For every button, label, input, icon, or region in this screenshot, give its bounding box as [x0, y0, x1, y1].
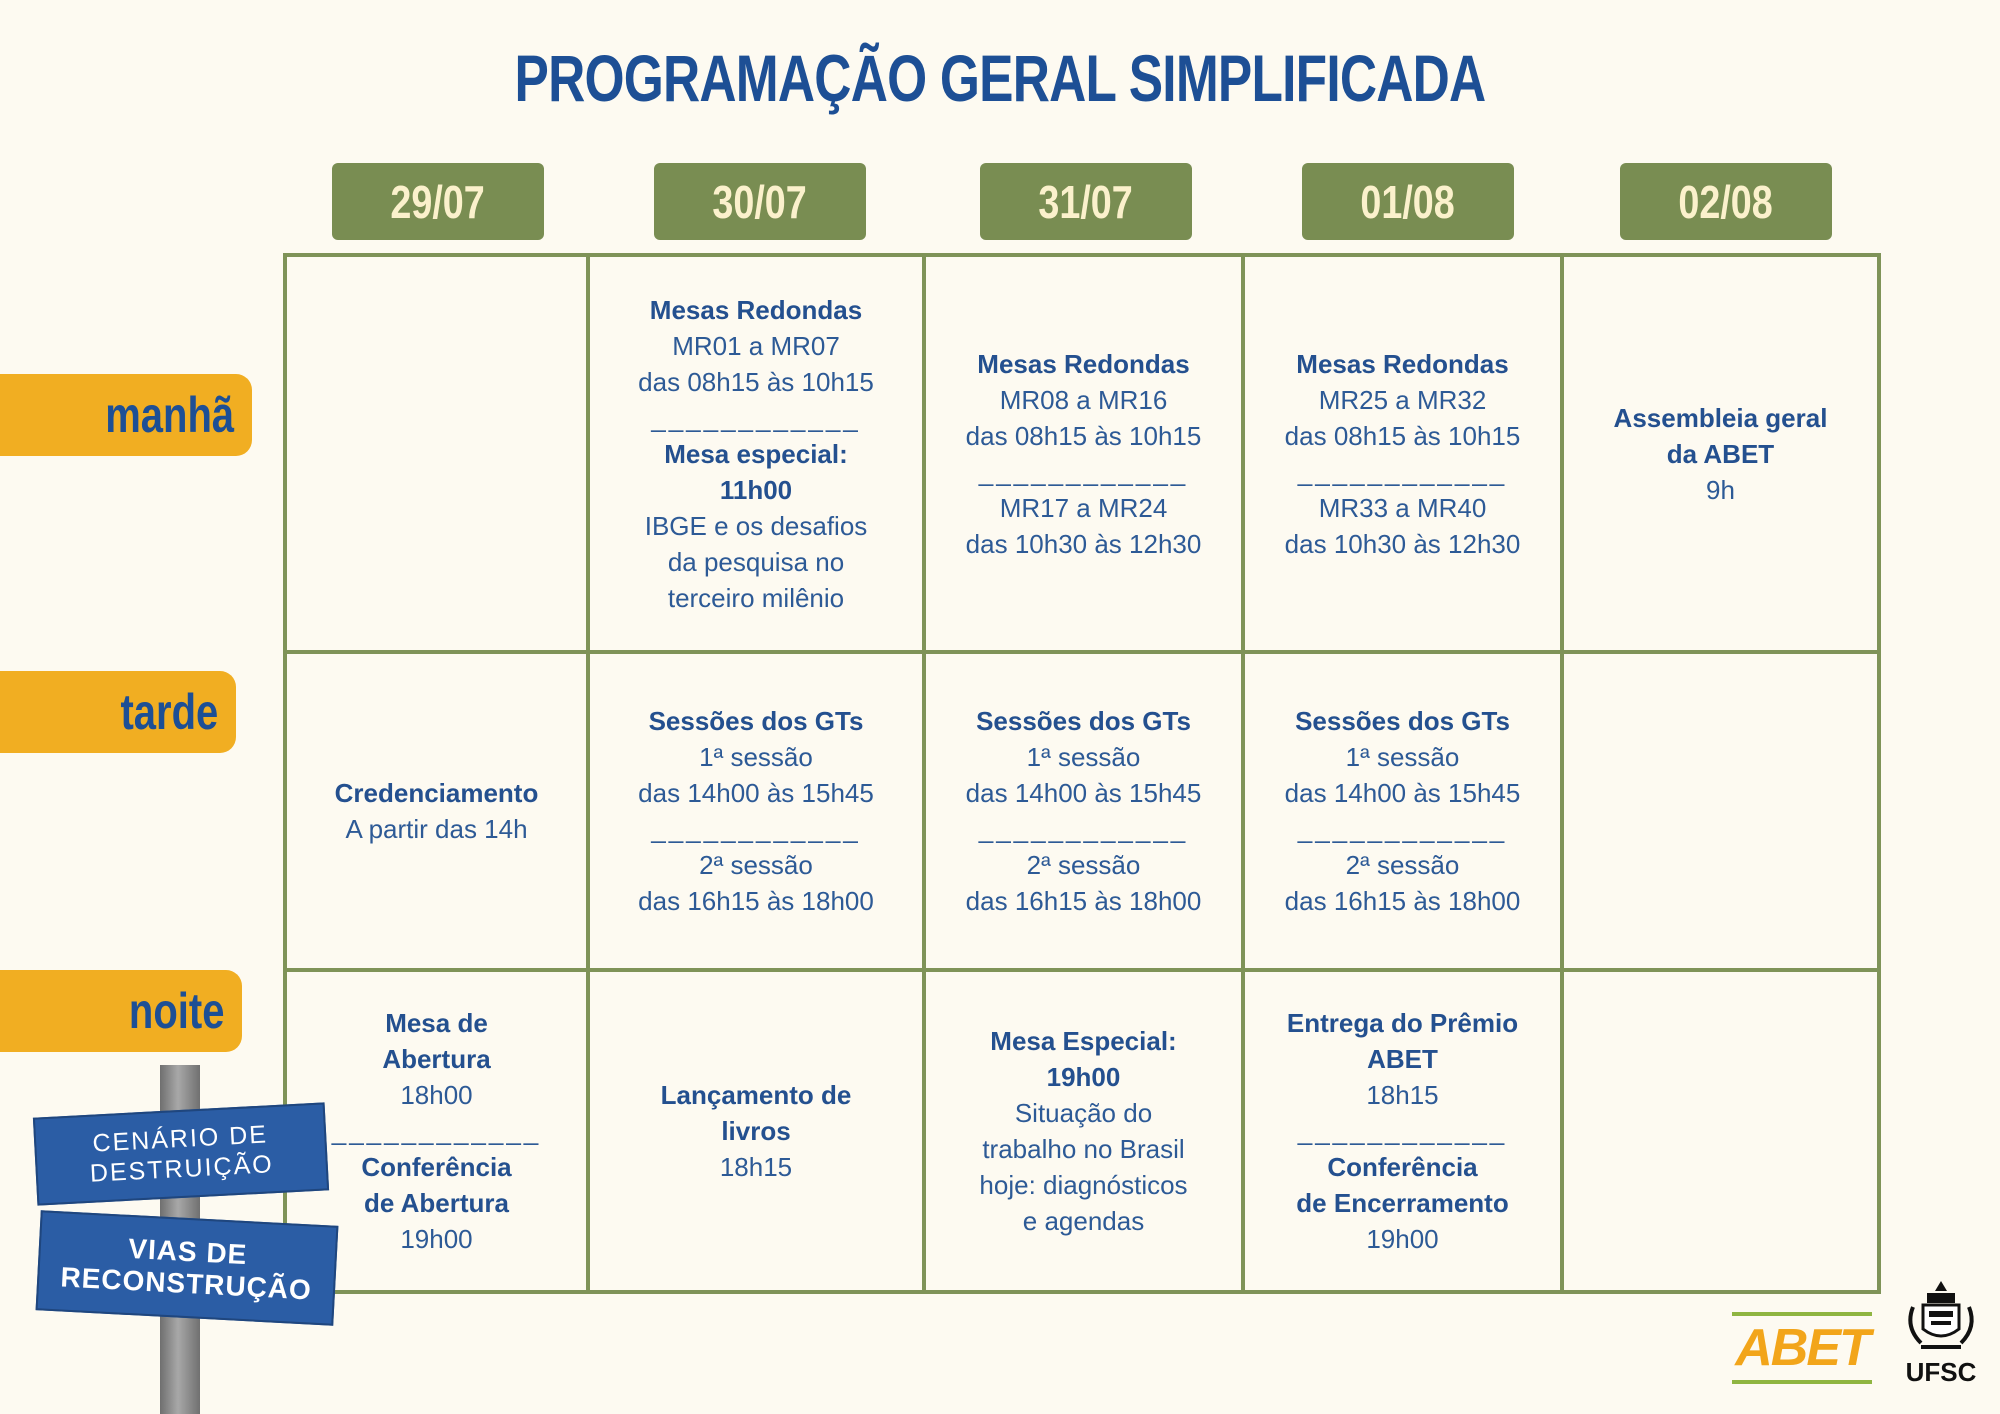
cell-title: Conferência: [1327, 1152, 1478, 1182]
cell-title: Assembleia geral: [1613, 402, 1828, 433]
cell-text: das 16h15 às 18h00: [965, 886, 1202, 916]
cell-text: 2ª sessão: [1026, 850, 1141, 880]
cell-night-0208: [1564, 972, 1877, 1290]
cell-morning-3107: [926, 257, 1241, 650]
cell-text: trabalho no Brasil: [982, 1134, 1185, 1164]
cell-morning-0208: [1564, 257, 1877, 650]
cell-title: 11h00: [719, 474, 793, 505]
date-header-0108: 01/08: [1302, 163, 1514, 240]
schedule-grid: [283, 253, 1881, 1294]
cell-title: de Encerramento: [1296, 1188, 1509, 1218]
cell-afternoon-3107: [926, 654, 1241, 968]
cell-text: e agendas: [1022, 1206, 1145, 1236]
cell-title: Mesas Redondas: [649, 294, 863, 325]
cell-afternoon-0108: [1245, 654, 1560, 968]
period-label-night: noite: [0, 970, 242, 1052]
cell-text: A partir das 14h: [345, 814, 528, 844]
cell-separator: ____________: [331, 1116, 542, 1146]
cell-text: terceiro milênio: [667, 582, 845, 613]
cell-text: hoje: diagnósticos: [979, 1170, 1188, 1200]
cell-text: das 14h00 às 15h45: [638, 778, 874, 808]
cell-text: 1ª sessão: [1345, 742, 1460, 772]
period-label-morning: manhã: [0, 374, 252, 456]
cell-text: Situação do: [1014, 1098, 1153, 1128]
cell-text: 19h00: [400, 1224, 473, 1254]
cell-title: livros: [721, 1116, 791, 1146]
cell-title: de Abertura: [364, 1188, 509, 1218]
sign-text: VIAS DE: [127, 1232, 249, 1271]
cell-text: MR33 a MR40: [1318, 492, 1487, 523]
cell-title: Conferência: [361, 1152, 512, 1182]
cell-separator: ____________: [1297, 456, 1508, 487]
cell-title: Mesa Especial:: [990, 1026, 1177, 1056]
cell-night-3007: [590, 972, 922, 1290]
cell-text: das 10h30 às 12h30: [965, 528, 1202, 559]
abet-logo: ABET: [1732, 1312, 1872, 1384]
cell-title: Sessões dos GTs: [1295, 706, 1510, 736]
street-sign-destruction: [33, 1102, 329, 1205]
cell-separator: ____________: [978, 814, 1189, 844]
sign-text: CENÁRIO DE: [91, 1120, 269, 1158]
cell-separator: ____________: [1297, 1116, 1508, 1146]
cell-text: 18h15: [1366, 1080, 1439, 1110]
cell-separator: ____________: [651, 402, 861, 433]
cell-text: MR01 a MR07: [672, 330, 840, 361]
cell-title: Mesas Redondas: [1296, 348, 1509, 379]
date-header-0208: 02/08: [1620, 163, 1832, 240]
cell-morning-3007: [590, 257, 922, 650]
ufsc-crest-icon: [1901, 1277, 1981, 1357]
cell-text: 9h: [1706, 474, 1735, 505]
cell-title: Mesa de: [385, 1008, 488, 1038]
street-sign-reconstruction: [36, 1210, 339, 1325]
cell-text: 18h15: [719, 1152, 793, 1182]
cell-afternoon-2907: [287, 654, 586, 968]
cell-afternoon-3007: [590, 654, 922, 968]
cell-title: Sessões dos GTs: [976, 706, 1191, 736]
cell-text: 18h00: [400, 1080, 473, 1110]
cell-text: das 10h30 às 12h30: [1284, 528, 1521, 559]
sign-text: DESTRUIÇÃO: [89, 1150, 275, 1188]
cell-title: Sessões dos GTs: [648, 706, 864, 736]
cell-text: das 08h15 às 10h15: [638, 366, 874, 397]
cell-afternoon-0208: [1564, 654, 1877, 968]
sign-text: RECONSTRUÇÃO: [59, 1261, 313, 1306]
cell-title: Entrega do Prêmio: [1286, 1008, 1519, 1038]
cell-text: MR17 a MR24: [999, 492, 1168, 523]
cell-text: das 14h00 às 15h45: [1284, 778, 1521, 808]
cell-title: da ABET: [1666, 438, 1775, 469]
cell-morning-2907: [287, 257, 586, 650]
page-title: PROGRAMAÇÃO GERAL SIMPLIFICADA: [514, 41, 1486, 115]
cell-title: Lançamento de: [660, 1080, 852, 1110]
cell-text: 2ª sessão: [1345, 850, 1460, 880]
ufsc-logo-text: UFSC: [1905, 1357, 1977, 1387]
cell-text: das 14h00 às 15h45: [965, 778, 1202, 808]
period-label-afternoon: tarde: [0, 671, 236, 753]
cell-title: 19h00: [1046, 1062, 1121, 1092]
cell-morning-0108: [1245, 257, 1560, 650]
cell-text: das 08h15 às 10h15: [1284, 420, 1521, 451]
cell-night-0108: [1245, 972, 1560, 1290]
cell-title: Credenciamento: [334, 778, 539, 808]
cell-text: 19h00: [1366, 1224, 1439, 1254]
cell-text: 1ª sessão: [699, 742, 813, 772]
cell-night-3107: [926, 972, 1241, 1290]
date-header-2907: 29/07: [332, 163, 544, 240]
cell-text: das 16h15 às 18h00: [1284, 886, 1521, 916]
cell-text: das 08h15 às 10h15: [965, 420, 1202, 451]
cell-text: 1ª sessão: [1026, 742, 1141, 772]
date-header-3007: 30/07: [654, 163, 866, 240]
cell-text: IBGE e os desafios: [644, 510, 868, 541]
cell-text: das 16h15 às 18h00: [638, 886, 874, 916]
cell-title: Abertura: [382, 1044, 491, 1074]
ufsc-logo: [1896, 1268, 1986, 1388]
cell-title: ABET: [1367, 1044, 1438, 1074]
date-header-3107: 31/07: [980, 163, 1192, 240]
cell-separator: ____________: [978, 456, 1189, 487]
cell-title: Mesas Redondas: [977, 348, 1190, 379]
cell-text: MR08 a MR16: [999, 384, 1168, 415]
cell-separator: ____________: [651, 814, 861, 844]
cell-text: MR25 a MR32: [1318, 384, 1487, 415]
cell-text: 2ª sessão: [699, 850, 813, 880]
cell-separator: ____________: [1297, 814, 1508, 844]
cell-text: da pesquisa no: [667, 546, 845, 577]
cell-title: Mesa especial:: [664, 438, 848, 469]
